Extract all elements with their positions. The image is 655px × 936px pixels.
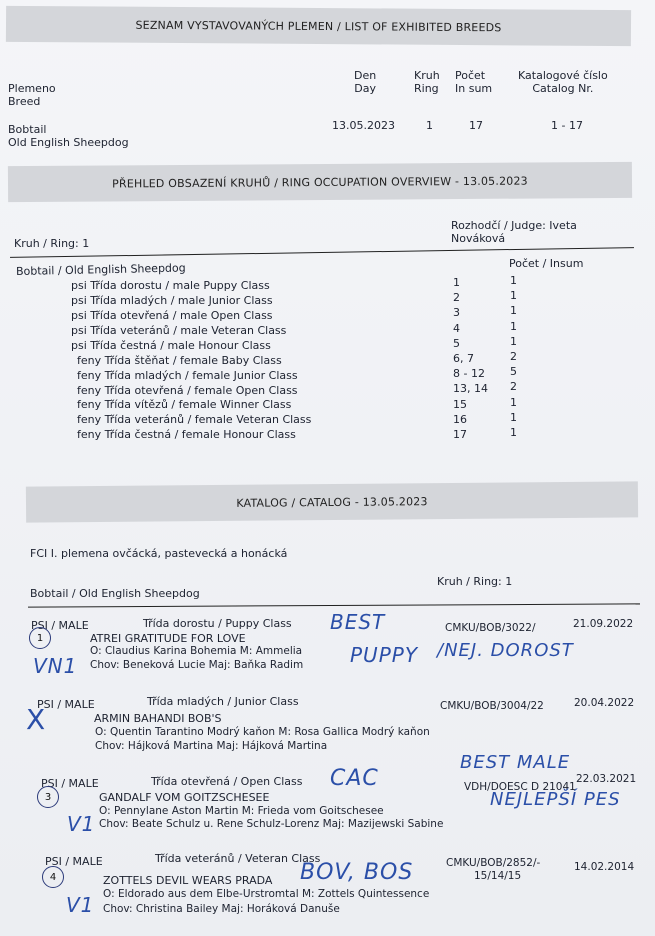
col-day-cz: Den bbox=[354, 69, 377, 82]
ring-row-class: feny Třída štěňat / female Baby Class bbox=[77, 353, 282, 367]
section-title: SEZNAM VYSTAVOVANÝCH PLEMEN / LIST OF EXHIBITED BREEDS bbox=[135, 18, 502, 34]
col-count-cz: Počet bbox=[455, 69, 486, 82]
ring-row-class: feny Třída otevřená / female Open Class bbox=[77, 383, 298, 397]
col-ring-en: Ring bbox=[414, 82, 439, 95]
ring-row-class: feny Třída veteránů / female Veteran Class bbox=[77, 413, 312, 427]
breed-row-count: 17 bbox=[469, 119, 483, 132]
ring-row-count: 1 bbox=[510, 426, 517, 439]
entry-dog-name: GANDALF VOM GOITZSCHESEE bbox=[99, 791, 270, 804]
entry-sex: PSI / MALE bbox=[45, 855, 103, 868]
entry-dob: 20.04.2022 bbox=[574, 697, 635, 709]
ring-row-class: psi Třída čestná / male Honour Class bbox=[71, 338, 271, 352]
handwritten-note: BEST bbox=[330, 610, 386, 634]
breed-row-catalog: 1 - 17 bbox=[551, 119, 583, 132]
entry-dog-name: ATREI GRATITUDE FOR LOVE bbox=[90, 632, 246, 645]
section-header-catalog bbox=[26, 481, 638, 522]
entry-owners: O: Eldorado aus dem Elbe-Urstromtal M: Zottels Quintessence bbox=[103, 888, 430, 900]
entry-owners: O: Pennylane Aston Martin M: Frieda vom Goitschesee bbox=[99, 805, 384, 817]
ring-row-count: 1 bbox=[510, 410, 517, 424]
ring-row-class: psi Třída mladých / male Junior Class bbox=[71, 293, 273, 307]
ring-row-count: 2 bbox=[510, 380, 517, 394]
entry-number: 3 bbox=[37, 786, 59, 808]
entry-class: Třída otevřená / Open Class bbox=[151, 775, 303, 788]
divider bbox=[28, 603, 640, 607]
breed-row-name bbox=[8, 123, 129, 149]
entry-dob: 21.09.2022 bbox=[573, 618, 634, 630]
breed-name-cz: Bobtail bbox=[8, 123, 47, 136]
judge-line-2: Nováková bbox=[451, 232, 506, 245]
handwritten-note: V1 bbox=[67, 812, 96, 836]
ring-row-numbers: 1 bbox=[453, 276, 460, 289]
entry-breeder: Chov: Beneková Lucie Maj: Baňka Radim bbox=[90, 659, 304, 671]
ring-row-class: psi Třída otevřená / male Open Class bbox=[71, 308, 273, 322]
handwritten-note: NEJLEPŠÍ PES bbox=[490, 789, 621, 810]
entry-dog-name: ZOTTELS DEVIL WEARS PRADA bbox=[103, 874, 273, 887]
ring-row-numbers: 16 bbox=[453, 412, 467, 426]
ring-row-count: 2 bbox=[510, 350, 517, 363]
ring-row-count: 1 bbox=[510, 334, 517, 348]
handwritten-note: CAC bbox=[330, 766, 379, 791]
ring-row-class: psi Třída dorostu / male Puppy Class bbox=[71, 279, 270, 292]
col-catalog-cz: Katalogové číslo bbox=[518, 69, 608, 82]
ring-row-numbers: 2 bbox=[453, 291, 460, 305]
entry-dob: 22.03.2021 bbox=[576, 773, 637, 785]
handwritten-note: V1 bbox=[66, 893, 95, 917]
col-ring-header bbox=[414, 69, 440, 95]
ring-breed-name: Bobtail / Old English Sheepdog bbox=[15, 261, 186, 278]
ring-row-count: 1 bbox=[510, 289, 517, 303]
entry-breeder: Chov: Beate Schulz u. Rene Schulz-Lorenz Maj: Mazijewski Sabine bbox=[99, 818, 444, 830]
entry-reg: CMKU/BOB/3022/ bbox=[445, 622, 536, 634]
entry-owners: O: Claudius Karina Bohemia M: Ammelia bbox=[90, 645, 303, 657]
judge-label bbox=[451, 219, 577, 245]
entry-dob: 14.02.2014 bbox=[574, 861, 635, 873]
handwritten-note: /NEJ. DOROST bbox=[437, 640, 574, 661]
entry-dog-name: ARMIN BAHANDI BOB'S bbox=[94, 712, 222, 725]
entry-reg: VDH/DOESC D 21041 bbox=[464, 781, 576, 793]
ring-row-count: 1 bbox=[510, 274, 517, 287]
handwritten-note: BOV, BOS bbox=[300, 860, 414, 885]
ring-row-class: psi Třída veteránů / male Veteran Class bbox=[71, 323, 287, 337]
ring-row-count: 5 bbox=[510, 365, 517, 379]
ring-row-count: 1 bbox=[510, 319, 517, 333]
ring-row-count: 1 bbox=[510, 304, 517, 318]
col-count-header bbox=[455, 69, 492, 95]
ring-row-numbers: 4 bbox=[453, 321, 460, 335]
section-title: PŘEHLED OBSAZENÍ KRUHŮ / RING OCCUPATION OVERVIEW - 13.05.2023 bbox=[112, 174, 528, 190]
entry-class: Třída dorostu / Puppy Class bbox=[143, 617, 292, 630]
section-title: KATALOG / CATALOG - 13.05.2023 bbox=[236, 494, 428, 510]
entry-reg: CMKU/BOB/2852/- bbox=[446, 857, 541, 869]
entry-class: Třída veteránů / Veteran Class bbox=[155, 852, 321, 865]
handwritten-note: BEST MALE bbox=[460, 752, 571, 773]
catalog-ring-label: Kruh / Ring: 1 bbox=[437, 575, 513, 588]
section-header-breeds bbox=[6, 6, 631, 46]
entry-reg: CMKU/BOB/3004/22 bbox=[440, 700, 544, 712]
count-header: Počet / Insum bbox=[509, 257, 584, 270]
ring-row-numbers: 17 bbox=[453, 428, 467, 441]
entry-number: 4 bbox=[42, 866, 64, 888]
col-breed-header bbox=[8, 82, 56, 108]
section-header-ring-overview bbox=[8, 162, 632, 202]
ring-row-class: feny Třída vítězů / female Winner Class bbox=[77, 398, 292, 412]
entry-number: 1 bbox=[29, 627, 51, 649]
ring-row-numbers: 3 bbox=[453, 306, 460, 320]
fci-group: FCI I. plemena ovčácká, pastevecká a honácká bbox=[30, 547, 288, 560]
entry-sex: PSI / MALE bbox=[41, 777, 99, 790]
ring-row-count: 1 bbox=[510, 395, 517, 409]
entry-breeder: Chov: Hájková Martina Maj: Hájková Martina bbox=[95, 740, 328, 752]
col-count-en: In sum bbox=[455, 82, 493, 95]
col-breed-cz: Plemeno bbox=[8, 82, 56, 95]
ring-row-numbers: 5 bbox=[453, 336, 460, 350]
ring-row-numbers: 15 bbox=[453, 397, 467, 411]
handwritten-note: PUPPY bbox=[350, 643, 419, 667]
entry-sex: PSI / MALE bbox=[37, 698, 95, 711]
entry-reg-line-2: 15/14/15 bbox=[474, 870, 522, 882]
col-day-en: Day bbox=[354, 82, 376, 95]
breed-row-ring: 1 bbox=[426, 119, 433, 132]
ring-row-class: feny Třída mladých / female Junior Class bbox=[77, 368, 298, 382]
ring-row-numbers: 6, 7 bbox=[453, 352, 474, 365]
judge-line-1: Rozhodčí / Judge: Iveta bbox=[451, 219, 577, 232]
col-catalog-header bbox=[518, 69, 608, 95]
col-catalog-en: Catalog Nr. bbox=[532, 82, 594, 95]
catalog-breed-name: Bobtail / Old English Sheepdog bbox=[30, 587, 200, 600]
col-breed-en: Breed bbox=[8, 95, 41, 108]
handwritten-note: VN1 bbox=[33, 654, 78, 678]
breed-row-day: 13.05.2023 bbox=[332, 119, 395, 132]
entry-class: Třída mladých / Junior Class bbox=[147, 695, 299, 708]
col-day-header bbox=[354, 69, 376, 95]
ring-row-numbers: 13, 14 bbox=[453, 382, 488, 396]
ring-label: Kruh / Ring: 1 bbox=[14, 237, 90, 250]
ring-row-class: feny Třída čestná / female Honour Class bbox=[77, 428, 296, 442]
ring-row-numbers: 8 - 12 bbox=[453, 367, 485, 381]
handwritten-note: X bbox=[26, 703, 47, 736]
col-ring-cz: Kruh bbox=[414, 69, 440, 82]
entry-sex: PSI / MALE bbox=[31, 619, 89, 632]
breed-name-en: Old English Sheepdog bbox=[8, 136, 129, 149]
entry-owners: O: Quentin Tarantino Modrý kaňon M: Rosa Gallica Modrý kaňon bbox=[95, 726, 430, 738]
entry-breeder: Chov: Christina Bailey Maj: Horáková Danuše bbox=[103, 903, 340, 915]
